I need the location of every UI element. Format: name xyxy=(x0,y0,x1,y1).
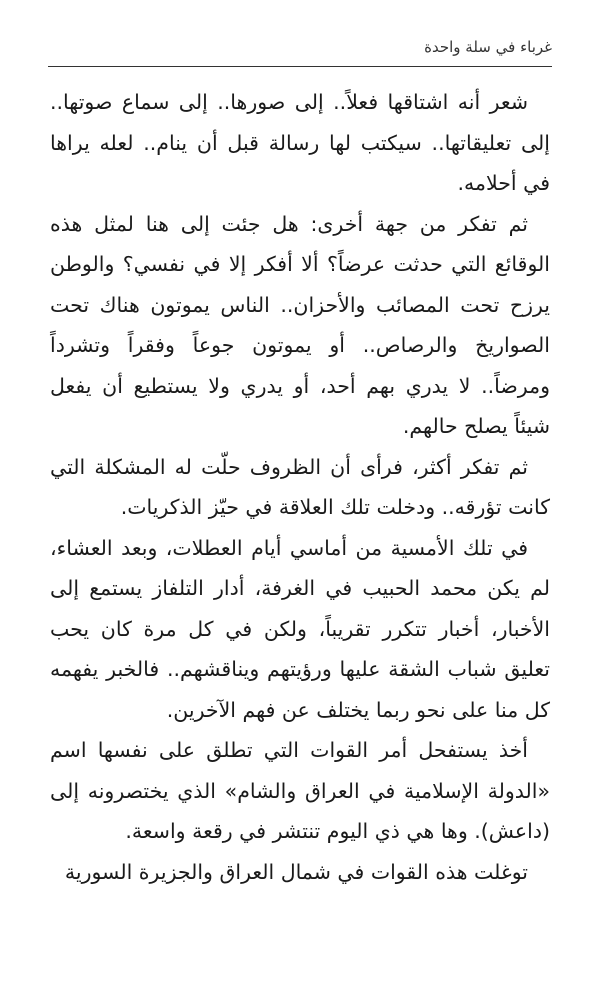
book-title: غرباء في سلة واحدة xyxy=(424,38,552,56)
paragraph: ثم تفكر من جهة أخرى: هل جئت إلى هنا لمثل هذه الوقائع التي حدثت عرضاً؟ ألا أفكر إلا في نفسي؟ والوطن يرزح تحت المصائب والأحزان.. الناس يموتون هناك تحت الصواريخ والرصاص.. أو يموتون جوعاً وفقراً وتشرداً ومرضاً.. لا يدري بهم أحد، أو يدري ولا يستطيع أن يفعل شيئاً يصلح حالهم. xyxy=(50,211,550,438)
running-header xyxy=(48,36,552,67)
paragraph: ثم تفكر أكثر، فرأى أن الظروف حلّت له المشكلة التي كانت تؤرقه.. ودخلت تلك العلاقة في حيّز الذكريات. xyxy=(50,454,550,519)
paragraph: في تلك الأمسية من أماسي أيام العطلات، وبعد العشاء، لم يكن محمد الحبيب في الغرفة، أدار التلفاز يستمع إلى الأخبار، أخبار تتكرر تقريباً، ولكن في كل مرة كان يحب تعليق شباب الشقة عليها ورؤيتهم ويناقشهم.. فالخبر يفهمه كل منا على نحو ربما يختلف عن فهم الآخرين. xyxy=(50,535,550,722)
paragraph: شعر أنه اشتاقها فعلاً.. إلى صورها.. إلى سماع صوتها.. إلى تعليقاتها.. سيكتب لها رسالة قبل أن ينام.. لعله يراها في أحلامه. xyxy=(50,90,550,195)
body-text xyxy=(50,82,550,980)
paragraph: توغلت هذه القوات في شمال العراق والجزيرة السورية xyxy=(64,859,528,884)
paragraph: أخذ يستفحل أمر القوات التي تطلق على نفسها اسم «الدولة الإسلامية في العراق والشام» الذي يختصرونه إلى (داعش). وها هي ذي اليوم تنتشر في رقعة واسعة. xyxy=(50,738,550,843)
